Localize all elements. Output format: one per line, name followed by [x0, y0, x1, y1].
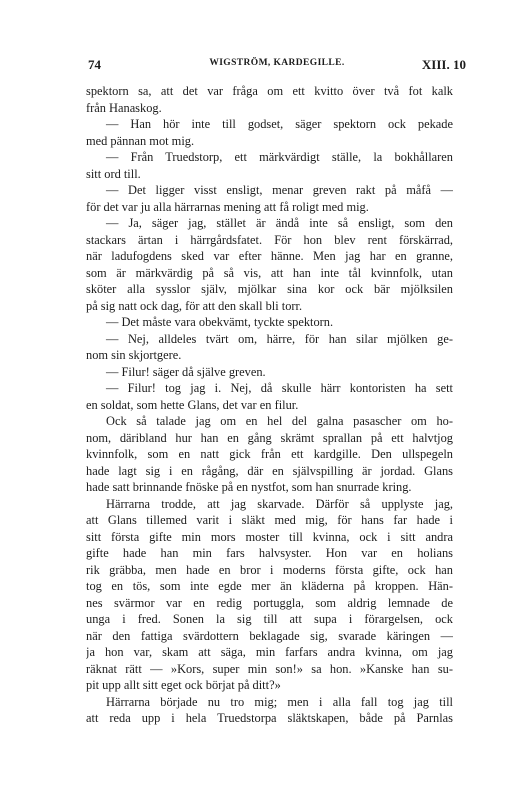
text-line: — Från Truedstorp, ett märkvärdigt ställe, la bokhållaren — [106, 150, 453, 164]
text-line: rik gräbba, men hade en bror i moderns första gifte, ock han — [86, 562, 453, 577]
text-line: som är märkvärdig på så vis, att han inte tål kvinnfolk, utan — [86, 265, 453, 280]
text-line: ja hon var, skam att säga, min farfars andra kvinna, om jag — [86, 645, 453, 659]
text-line: Härrarna trodde, att jag skarvade. Därför så upplyste jag, — [106, 496, 453, 511]
text-line: — Det ligger visst ensligt, menar greven rakt på måfå — — [106, 183, 453, 197]
text-line: att reda upp i hela Truedstorpa släktskapen, både på Parnlas — [86, 711, 453, 725]
text-line: — Filur! tog jag i. Nej, då skulle härr kontoristen ha sett — [106, 381, 453, 395]
text-line: — Nej, alldeles tvärt om, härre, för han silar mjölken ge- — [106, 331, 453, 346]
text-line: — Det måste vara obekvämt, tyckte spektorn. — [106, 315, 334, 329]
text-line: stackars ärtan i härrgårdsfatet. För hon blev rent förskärrad, — [86, 232, 453, 247]
running-title: WIGSTRÖM, KARDEGILLE. — [209, 58, 345, 68]
text-line: sköter alla sysslor själv, mjölkar sina kor ock bär mjölksilen — [86, 282, 453, 296]
text-line: med pännan mot mig. — [86, 133, 195, 148]
running-header — [88, 57, 466, 75]
text-line: Härrarna började nu tro mig; men i alla fall tog jag till — [106, 694, 453, 709]
text-line: gifte hade han min fars halvsyster. Hon var en holians — [86, 546, 453, 560]
text-line: när den fattiga svärdottern beklagade sig, svarade käringen — — [86, 628, 453, 643]
text-line: nes svärmor var en redig portuggla, som aldrig lemnade de — [86, 595, 453, 610]
text-line: — Ja, säger jag, stället är ändå inte så ensligt, som den — [106, 216, 453, 230]
text-line: kvinnfolk, som en natt gick från ett kardgille. Den ullspegeln — [86, 447, 453, 461]
text-line: unga i fred. Sonen la sig till att supa i förargelsen, ock — [86, 612, 453, 626]
text-line: tog en tös, som inte egde mer än kläderna på kroppen. Hän- — [86, 579, 453, 593]
body-text — [86, 83, 453, 727]
text-line: från Hanaskog. — [86, 100, 162, 115]
text-line: sitt första gifte min mors moster till kvinna, ock i sitt andra — [86, 529, 453, 544]
text-line: — Han hör inte till godset, säger spektorn ock pekade — [106, 117, 453, 131]
text-line: när ladufogdens sked var efter hänne. Men jag har en granne, — [86, 249, 453, 263]
section-number: XIII. 10 — [421, 57, 466, 72]
text-line: nom, däribland hur han en gång skrämt sprallan på ett halvtjog — [86, 430, 453, 445]
text-line: pit upp allt sitt eget ock börjat på ditt?» — [86, 678, 281, 692]
text-line: för det var ju alla härrarnas mening att få roligt med mig. — [86, 199, 369, 214]
page-number: 74 — [88, 57, 101, 72]
text-line: spektorn sa, att det var fråga om ett kvitto över två fot kalk — [86, 84, 453, 98]
text-line: Ock så talade jag om en hel del galna pasascher om ho- — [106, 414, 453, 428]
text-line: nom sin skjortgere. — [86, 348, 182, 362]
text-line: att Glans tillemed varit i släkt med mig, för hans far hade i — [86, 513, 453, 527]
text-line: — Filur! säger då själve greven. — [106, 364, 266, 379]
text-line: en soldat, som hette Glans, det var en filur. — [86, 397, 299, 412]
text-line: hade lagt sig i en rågång, där en självspilling är jordad. Glans — [86, 463, 453, 478]
text-line: sitt ord till. — [86, 166, 141, 181]
text-line: räknat rätt — »Kors, super min son!» sa hon. »Kanske han su- — [86, 661, 453, 676]
text-line: hade satt brinnande fnöske på en nystfot, som han snurrade kring. — [86, 480, 412, 494]
text-line: på sig natt ock dag, för att den skall bli torr. — [86, 298, 303, 313]
